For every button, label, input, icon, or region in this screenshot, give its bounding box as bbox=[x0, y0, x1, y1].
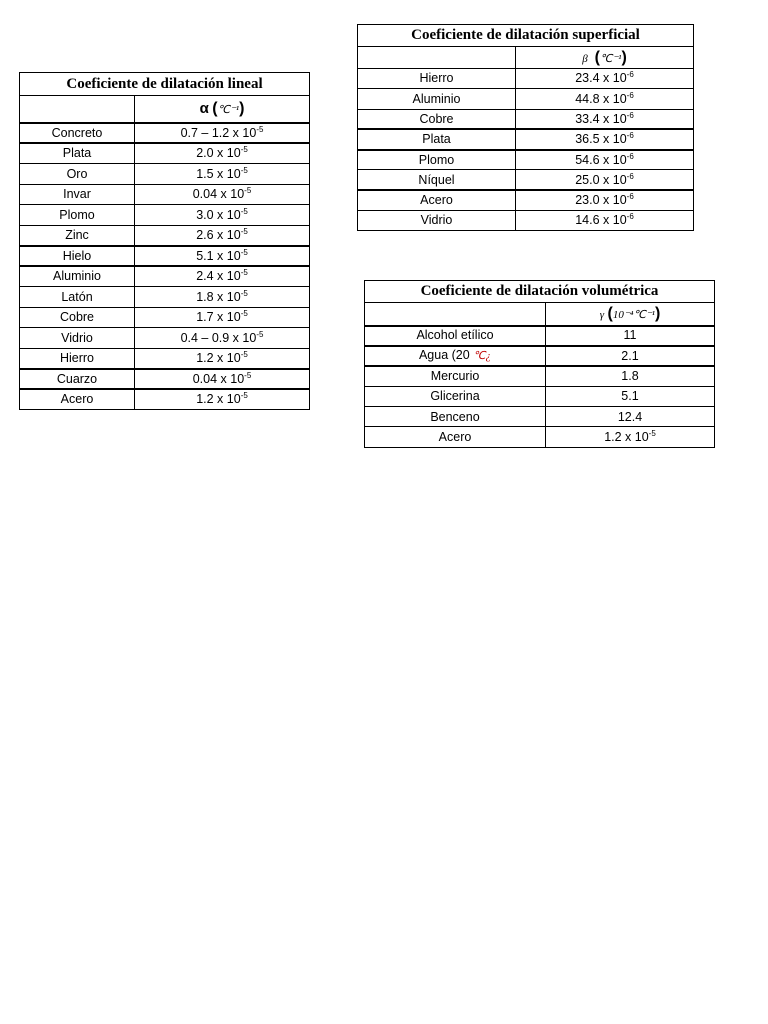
coefficient-value: 1.8 bbox=[546, 366, 715, 386]
surface-unit: ℃⁻¹ bbox=[599, 52, 622, 65]
linear-header-unit: α (℃⁻¹) bbox=[135, 96, 310, 123]
material-name: Cobre bbox=[358, 109, 516, 129]
table-row bbox=[365, 326, 715, 346]
material-name: Agua (20 ℃¿ bbox=[365, 346, 546, 366]
table-row bbox=[365, 407, 715, 427]
table-row bbox=[20, 164, 310, 185]
table-row bbox=[365, 346, 715, 366]
table-row bbox=[358, 170, 694, 190]
material-name: Aluminio bbox=[20, 266, 135, 287]
volumetric-unit: 10⁻⁴℃⁻¹ bbox=[612, 308, 655, 321]
material-name: Plata bbox=[20, 143, 135, 164]
material-name: Cobre bbox=[20, 307, 135, 328]
linear-unit: ℃⁻¹ bbox=[217, 103, 240, 116]
material-name: Hierro bbox=[20, 348, 135, 369]
table-row bbox=[358, 150, 694, 170]
coefficient-value: 25.0 x $10^{-6}$ bbox=[516, 170, 694, 190]
volumetric-expansion-table bbox=[364, 280, 715, 448]
surface-header-empty bbox=[358, 47, 516, 69]
material-name: Concreto bbox=[20, 123, 135, 144]
table-row bbox=[20, 348, 310, 369]
coefficient-value: 0.04 x $10^{-5}$ bbox=[135, 184, 310, 205]
surface-expansion-table bbox=[357, 24, 694, 231]
material-name: Aluminio bbox=[358, 89, 516, 109]
gamma-symbol: γ bbox=[599, 308, 605, 321]
coefficient-value: 36.5 x $10^{-6}$ bbox=[516, 129, 694, 149]
coefficient-value: 1.2 x $10^{-5}$ bbox=[135, 389, 310, 410]
coefficient-value: 14.6 x $10^{-6}$ bbox=[516, 211, 694, 231]
coefficient-value: 2.6 x $10^{-5}$ bbox=[135, 225, 310, 246]
coefficient-value: 2.1 bbox=[546, 346, 715, 366]
coefficient-value: 23.0 x $10^{-6}$ bbox=[516, 190, 694, 210]
material-name: Vidrio bbox=[20, 328, 135, 349]
surface-table-title: Coeficiente de dilatación superficial bbox=[358, 25, 694, 47]
material-name: Plata bbox=[358, 129, 516, 149]
material-name: Vidrio bbox=[358, 211, 516, 231]
material-name: Oro bbox=[20, 164, 135, 185]
table-row bbox=[358, 190, 694, 210]
coefficient-value: 12.4 bbox=[546, 407, 715, 427]
linear-expansion-table bbox=[19, 72, 310, 410]
table-row bbox=[20, 184, 310, 205]
coefficient-value: 0.7 – 1.2 x $10^{-5}$ bbox=[135, 123, 310, 144]
coefficient-value: 5.1 x $10^{-5}$ bbox=[135, 246, 310, 267]
material-name: Zinc bbox=[20, 225, 135, 246]
coefficient-value: 5.1 bbox=[546, 386, 715, 406]
material-name: Hierro bbox=[358, 69, 516, 89]
coefficient-value: 1.2 x $10^{-5}$ bbox=[546, 427, 715, 447]
table-row bbox=[365, 427, 715, 447]
coefficient-value: 0.4 – 0.9 x $10^{-5}$ bbox=[135, 328, 310, 349]
coefficient-value: 0.04 x $10^{-5}$ bbox=[135, 369, 310, 390]
coefficient-value: 44.8 x $10^{-6}$ bbox=[516, 89, 694, 109]
table-row bbox=[20, 307, 310, 328]
table-row bbox=[358, 129, 694, 149]
material-name: Alcohol etílico bbox=[365, 326, 546, 346]
coefficient-value: 1.5 x $10^{-5}$ bbox=[135, 164, 310, 185]
table-row bbox=[358, 211, 694, 231]
surface-header-unit: β (℃⁻¹) bbox=[516, 47, 694, 69]
material-name: Plomo bbox=[20, 205, 135, 226]
coefficient-value: 1.2 x $10^{-5}$ bbox=[135, 348, 310, 369]
material-name: Plomo bbox=[358, 150, 516, 170]
material-name: Cuarzo bbox=[20, 369, 135, 390]
table-row bbox=[365, 366, 715, 386]
material-name: Hielo bbox=[20, 246, 135, 267]
linear-header-empty bbox=[20, 96, 135, 123]
volumetric-table-body bbox=[365, 326, 715, 448]
beta-symbol: β bbox=[582, 52, 588, 65]
material-name: Glicerina bbox=[365, 386, 546, 406]
coefficient-value: 23.4 x $10^{-6}$ bbox=[516, 69, 694, 89]
volumetric-table-title: Coeficiente de dilatación volumétrica bbox=[365, 281, 715, 303]
coefficient-value: 11 bbox=[546, 326, 715, 346]
material-name: Latón bbox=[20, 287, 135, 308]
table-row bbox=[358, 109, 694, 129]
table-row bbox=[365, 386, 715, 406]
table-row bbox=[20, 225, 310, 246]
coefficient-value: 2.0 x $10^{-5}$ bbox=[135, 143, 310, 164]
table-row bbox=[20, 389, 310, 410]
surface-table-body bbox=[358, 69, 694, 231]
material-name: Níquel bbox=[358, 170, 516, 190]
material-name: Acero bbox=[358, 190, 516, 210]
table-row bbox=[20, 205, 310, 226]
coefficient-value: 2.4 x $10^{-5}$ bbox=[135, 266, 310, 287]
material-name: Acero bbox=[20, 389, 135, 410]
coefficient-value: 1.8 x $10^{-5}$ bbox=[135, 287, 310, 308]
material-name: Acero bbox=[365, 427, 546, 447]
alpha-symbol: α bbox=[199, 99, 209, 117]
linear-table-body bbox=[20, 123, 310, 410]
coefficient-value: 54.6 x $10^{-6}$ bbox=[516, 150, 694, 170]
table-row bbox=[20, 123, 310, 144]
table-row bbox=[20, 287, 310, 308]
table-row bbox=[20, 143, 310, 164]
material-name: Mercurio bbox=[365, 366, 546, 386]
volumetric-header-unit: γ (10⁻⁴℃⁻¹) bbox=[546, 303, 715, 326]
coefficient-value: 33.4 x $10^{-6}$ bbox=[516, 109, 694, 129]
coefficient-value: 1.7 x $10^{-5}$ bbox=[135, 307, 310, 328]
linear-table-title: Coeficiente de dilatación lineal bbox=[20, 73, 310, 96]
table-row bbox=[358, 69, 694, 89]
table-row bbox=[20, 246, 310, 267]
table-row bbox=[20, 328, 310, 349]
material-name: Benceno bbox=[365, 407, 546, 427]
table-row bbox=[20, 369, 310, 390]
table-row bbox=[20, 266, 310, 287]
table-row bbox=[358, 89, 694, 109]
volumetric-header-empty bbox=[365, 303, 546, 326]
coefficient-value: 3.0 x $10^{-5}$ bbox=[135, 205, 310, 226]
material-name: Invar bbox=[20, 184, 135, 205]
